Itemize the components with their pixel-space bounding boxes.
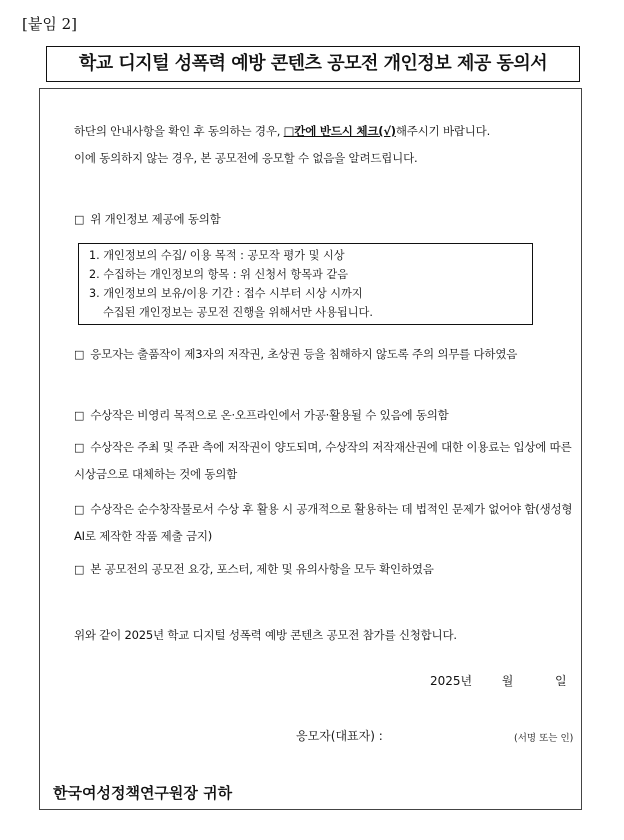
attachment-label: [붙임 2]	[22, 15, 77, 33]
application-statement: 위와 같이 2025년 학교 디지털 성폭력 예방 콘텐츠 공모전 참가를 신청합니다.	[74, 628, 457, 642]
privacy-period: 3. 개인정보의 보유/이용 기간 : 접수 시부터 시상 시까지	[89, 287, 363, 300]
addressee: 한국여성정책연구원장 귀하	[53, 784, 233, 802]
privacy-usage-note: 수집된 개인정보는 공모전 진행을 위해서만 사용됩니다.	[103, 306, 373, 319]
consent-item-transfer[interactable]	[74, 434, 574, 487]
intro-text-after: 해주시기 바랍니다.	[395, 124, 491, 138]
date-day: 일	[555, 674, 567, 688]
document-title: 학교 디지털 성폭력 예방 콘텐츠 공모전 개인정보 제공 동의서	[46, 46, 580, 82]
consent-main[interactable]	[74, 206, 574, 233]
consent-item-guidelines[interactable]	[74, 556, 574, 583]
date-month: 월	[501, 674, 514, 688]
checkbox[interactable]: □	[74, 503, 85, 516]
date-line	[430, 672, 567, 689]
privacy-items: 2. 수집하는 개인정보의 항목 : 위 신청서 항목과 같음	[89, 268, 349, 281]
checkbox[interactable]: □	[74, 563, 85, 576]
consent-item-originality[interactable]	[74, 496, 574, 549]
checkbox[interactable]: □	[74, 409, 85, 422]
intro-line-2: 이에 동의하지 않는 경우, 본 공모전에 응모할 수 없음을 알려드립니다.	[74, 151, 418, 165]
intro-line-1	[74, 118, 490, 144]
date-year: 2025년	[430, 674, 473, 688]
consent-item-label: 수상작은 비영리 목적으로 온·오프라인에서 가공·활용될 수 있음에 동의함	[90, 408, 449, 422]
consent-item-label: 본 공모전의 공모전 요강, 포스터, 제한 및 유의사항을 모두 확인하였음	[90, 562, 434, 576]
checkbox[interactable]: □	[74, 213, 85, 226]
intro-text-before: 하단의 안내사항을 확인 후 동의하는 경우,	[74, 124, 284, 138]
consent-item-label: 응모자는 출품작이 제3자의 저작권, 초상권 등을 침해하지 않도록 주의 의무를 다하였음	[90, 347, 518, 361]
privacy-info-box	[78, 243, 533, 325]
signature-label: 응모자(대표자) :	[296, 729, 383, 743]
consent-item-usage[interactable]	[74, 402, 574, 429]
consent-main-label: 위 개인정보 제공에 동의함	[90, 212, 221, 226]
consent-item-copyright[interactable]	[74, 341, 574, 368]
signature-note: (서명 또는 인)	[514, 733, 574, 744]
consent-item-label: 수상작은 주최 및 주관 측에 저작권이 양도되며, 수상작의 저작재산권에 대한 이용료는 입상에 따른 시상금으로 대체하는 것에 동의함	[74, 440, 572, 481]
privacy-purpose: 1. 개인정보의 수집/ 이용 목적 : 공모작 평가 및 시상	[89, 249, 345, 262]
checkbox[interactable]: □	[74, 348, 85, 361]
intro-emphasis: □칸에 반드시 체크(√)	[283, 124, 396, 138]
checkbox[interactable]: □	[74, 441, 85, 454]
consent-item-label: 수상작은 순수창작물로서 수상 후 활용 시 공개적으로 활용하는 데 법적인 문제가 없어야 함(생성형 AI로 제작한 작품 제출 금지)	[74, 502, 573, 543]
